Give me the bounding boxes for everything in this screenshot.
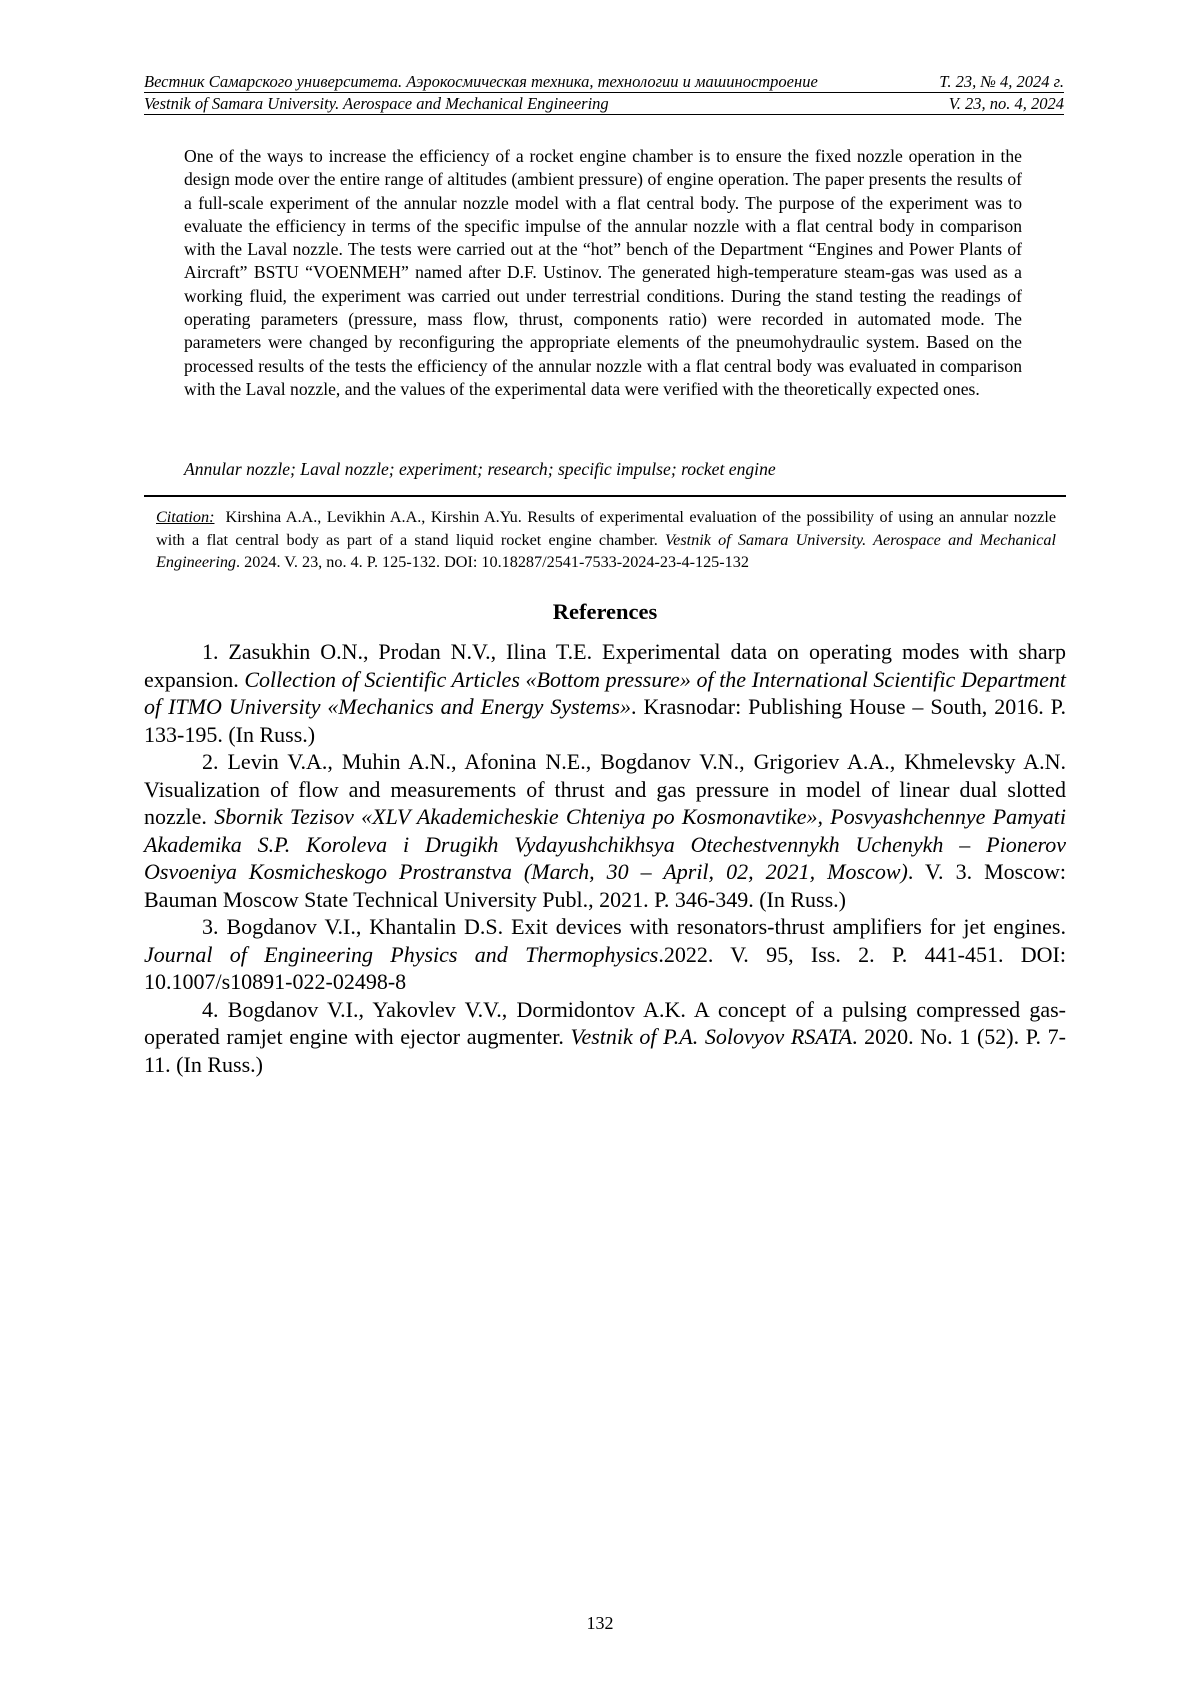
journal-name-en: Vestnik of Samara University. Aerospace and Mechanical Engineering — [144, 94, 609, 113]
citation-details: . 2024. V. 23, no. 4. P. 125-132. DOI: 10.18287/2541-7533-2024-23-4-125-132 — [236, 553, 749, 572]
journal-name-ru: Вестник Самарского университета. Аэрокосмическая техника, технологии и машиностроение — [144, 72, 818, 91]
reference-item: 1. Zasukhin O.N., Prodan N.V., Ilina T.E. Experimental data on operating modes with sharp expansion. Collection of Scientific Articles «Bottom pressure» of the International Scientific Department of ITMO University «Mechanics and Energy Systems». Krasnodar: Publishing House – South, 2016. P. 133-195. (In Russ.) — [144, 639, 1067, 747]
reference-item: 4. Bogdanov V.I., Yakovlev V.V., Dormidontov A.K. A concept of a pulsing compressed gas-operated ramjet engine with ejector augmenter. Vestnik of P.A. Solovyov RSATA. 2020. No. 1 (52). P. 7-11. (In Russ.) — [144, 996, 1066, 1077]
reference-item: 2. Levin V.A., Muhin A.N., Afonina N.E., Bogdanov V.N., Grigoriev A.A., Khmelevsky A.N. Visualization of flow and measurements of thrust and gas pressure in model of linear dual slotted nozzle. Sbornik Tezisov «XLV Akademicheskie Chteniya po Kosmonavtike», Posvyashchennye Pamyati Akademika S.P. Koroleva i Drugikh Vydayushchikhsya Otechestvennykh Uchenykh – Pionerov Osvoeniya Kosmicheskogo Prostranstva (March, 30 – April, 02, 2021, Moscow). V. 3. Moscow: Bauman Moscow State Technical University Publ., 2021. P. 346-349. (In Russ.) — [144, 749, 1067, 912]
references-heading: References — [552, 599, 658, 624]
citation-label: Citation: — [156, 508, 215, 526]
citation-block — [156, 506, 1056, 574]
abstract: One of the ways to increase the efficiency of a rocket engine chamber is to ensure the fixed nozzle operation in the design mode over the entire range of altitudes (ambient pressure) of engine operation. The paper presents the results of a full-scale experiment of the annular nozzle model with a flat central body. The purpose of the experiment was to evaluate the efficiency in terms of the specific impulse of the annular nozzle with a flat central body in comparison with the Laval nozzle. The tests were carried out at the “hot” bench of the Department “Engines and Power Plants of Aircraft” BSTU “VOENMEH” named after D.F. Ustinov. The generated high-temperature steam-gas was used as a working fluid, the experiment was carried out under terrestrial conditions. During the stand testing the readings of operating parameters (pressure, mass flow, thrust, components ratio) were recorded in automated mode. The parameters were changed by reconfiguring the appropriate elements of the pneumohydraulic system. Based on the processed results of the tests the efficiency of the annular nozzle with a flat central body was evaluated in comparison with the Laval nozzle, and the values of the experimental data were verified with the theoretically expected ones. — [184, 146, 1022, 399]
page-number: 132 — [586, 1613, 614, 1633]
running-header-en — [144, 94, 1064, 115]
reference-item: 3. Bogdanov V.I., Khantalin D.S. Exit devices with resonators-thrust amplifiers for jet engines. Journal of Engineering Physics and Thermophysics.2022. V. 95, Iss. 2. P. 441-451. DOI: 10.1007/s10891-022-02498-8 — [144, 914, 1066, 994]
volume-issue-en: V. 23, no. 4, 2024 — [948, 94, 1064, 113]
running-header-ru — [144, 72, 1064, 93]
volume-issue-ru: Т. 23, № 4, 2024 г. — [939, 72, 1064, 91]
references-list — [144, 638, 1066, 1078]
keywords: Annular nozzle; Laval nozzle; experiment; research; specific impulse; rocket engine — [184, 459, 776, 479]
section-divider — [144, 495, 1066, 497]
citation-authors-title: Kirshina A.A., Levikhin A.A., Kirshin A.Yu. Results of experimental evaluation of the possibility of using an annular nozzle with a flat central body as part of a stand liquid rocket engine chamber. — [156, 508, 1057, 549]
citation-journal: Vestnik of Samara University. Aerospace and Mechanical Engineering — [156, 530, 1056, 572]
